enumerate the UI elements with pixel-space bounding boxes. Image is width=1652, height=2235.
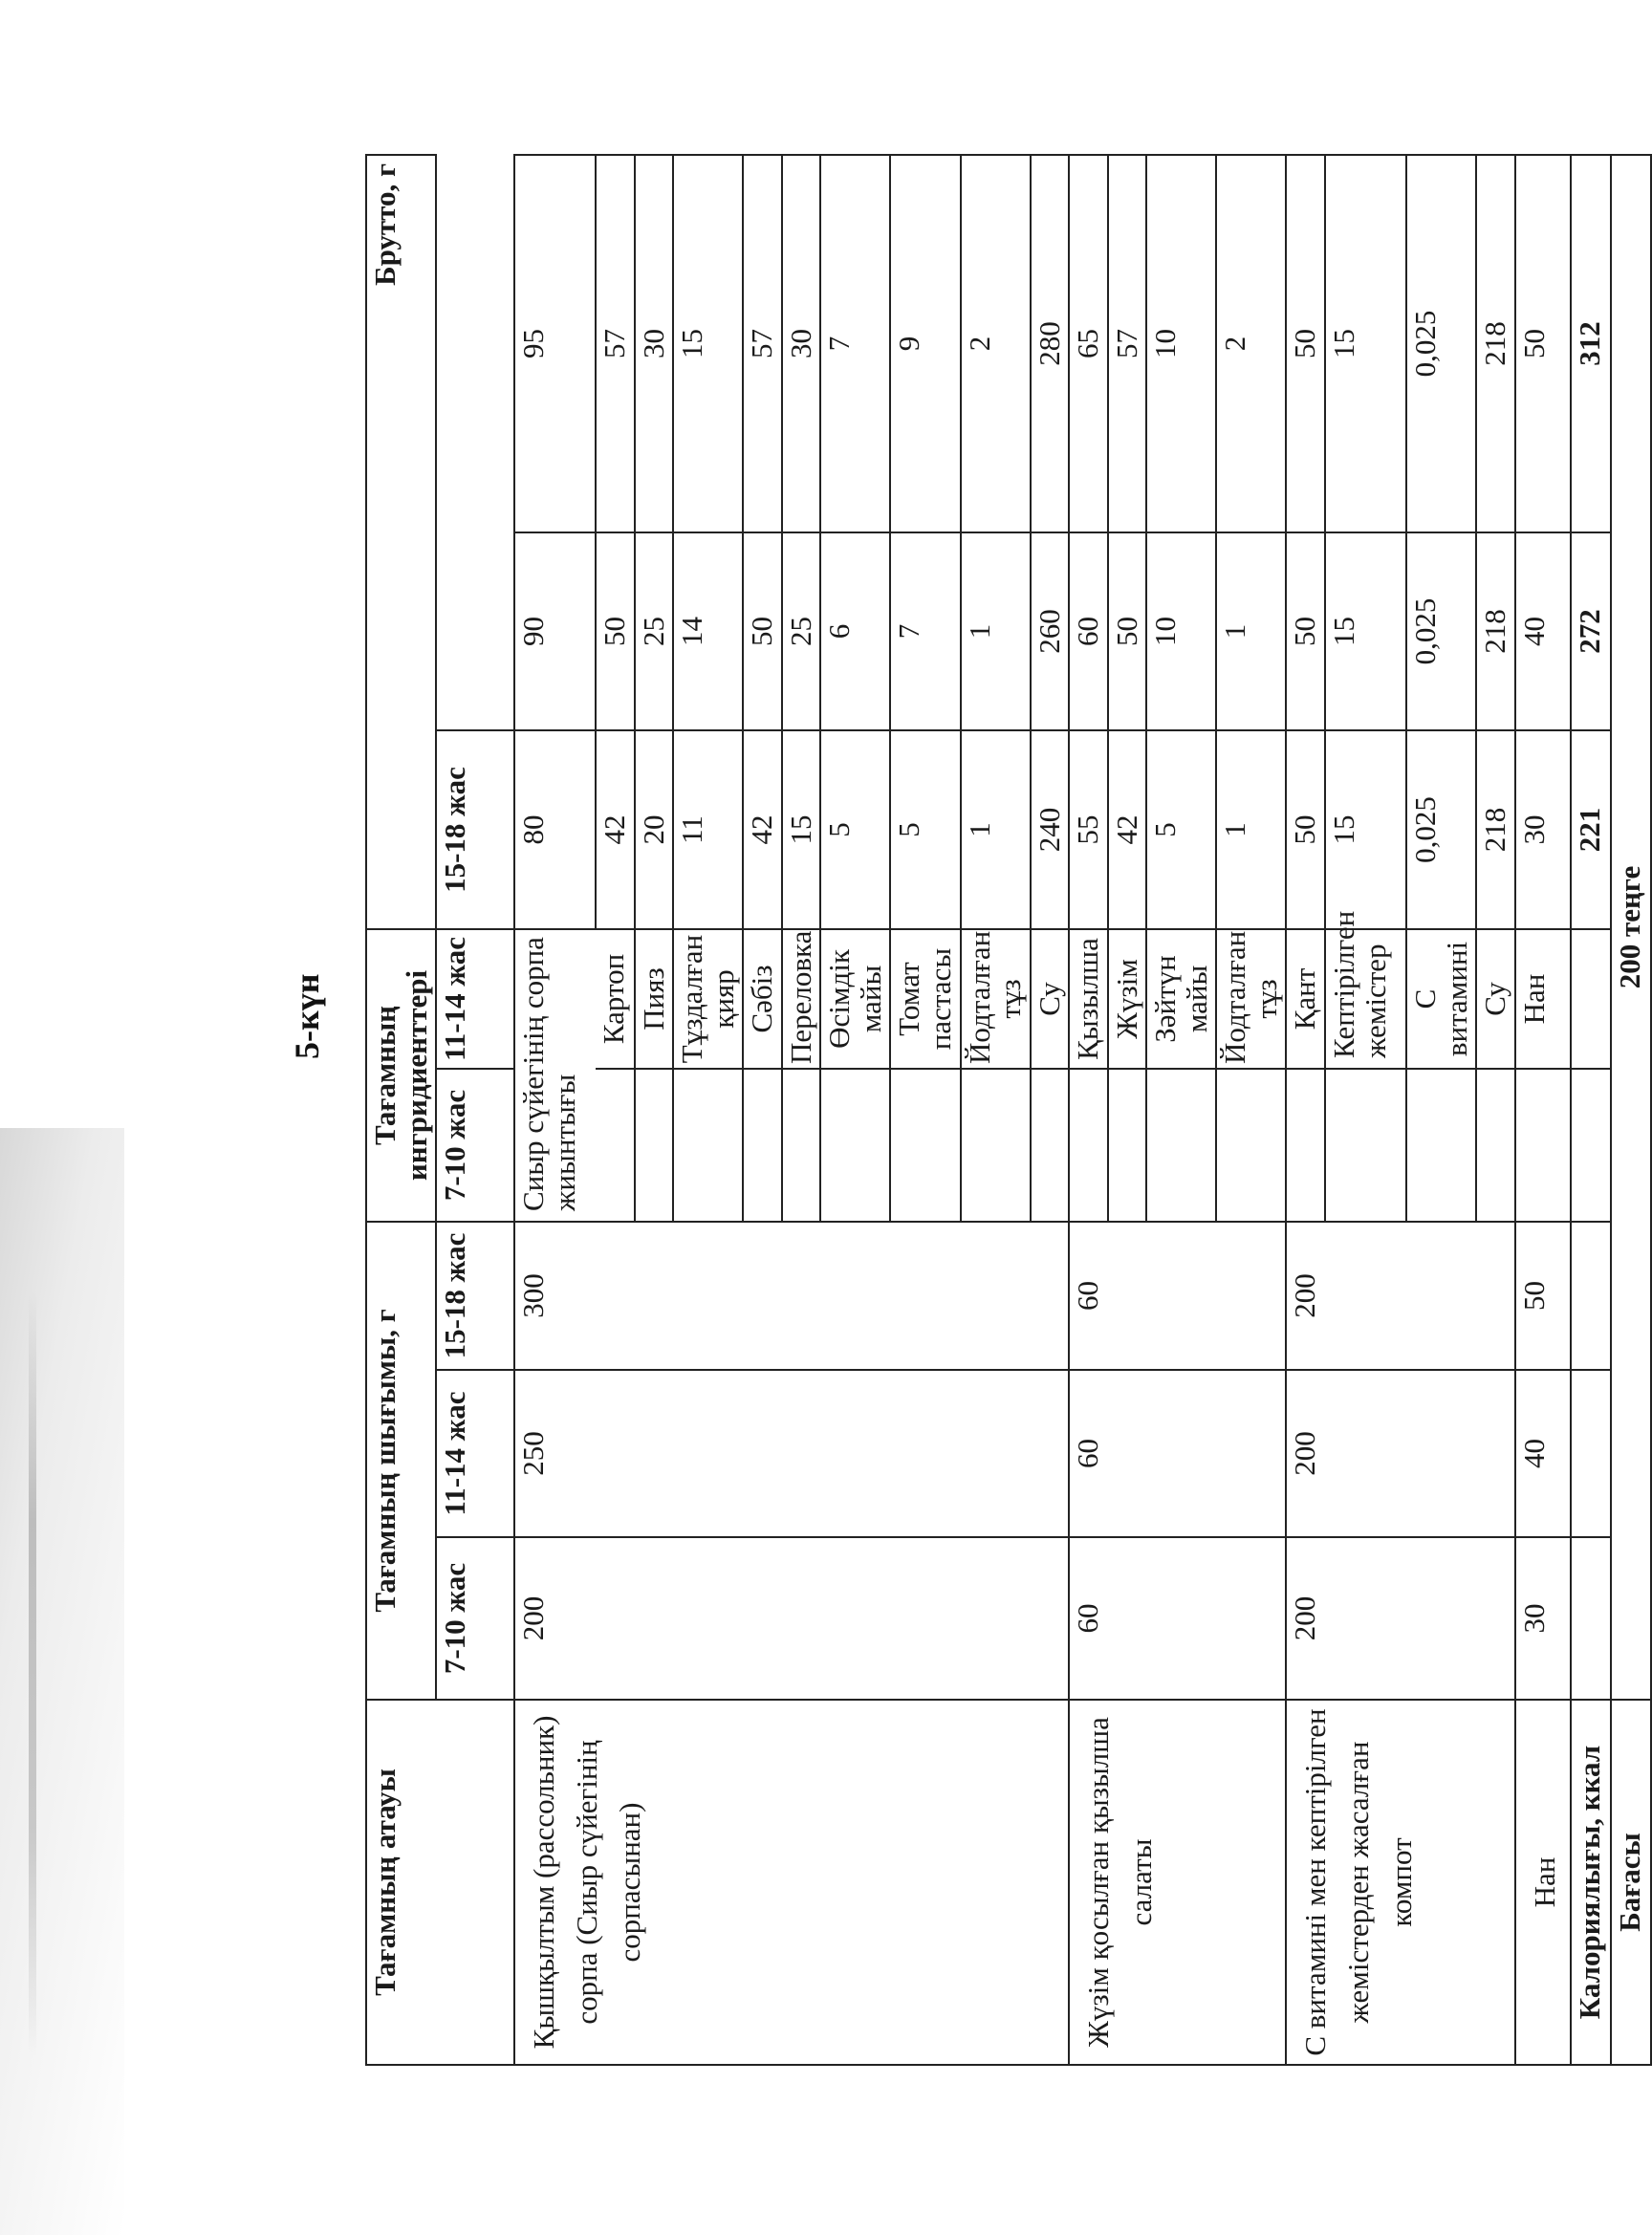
ingredient-name: Переловка [782,929,821,1069]
ingredient-name: Тұздалған қияр [673,929,743,1069]
ingredient-blank-cell [890,1069,960,1222]
ingredient-gross: 5 [1146,730,1216,929]
ingredient-name: Нан [1515,929,1571,1069]
ingredient-blank-cell [1286,1069,1325,1222]
ingredient-gross: 218 [1476,532,1515,730]
ingredient-gross: 30 [1515,730,1571,929]
ingredient-name: Өсімдік майы [820,929,890,1069]
ingredient-name: Қызылша [1069,929,1108,1069]
header-dish-name: Тағамның атауы [366,1700,514,2065]
ingredient-gross: 90 [514,532,596,730]
ingredient-gross: 55 [1069,730,1108,929]
dish-output: 200 [1286,1370,1514,1537]
ingredient-row [1069,155,1108,2065]
header-output-15-18: 15-18 жас [436,1222,514,1370]
ingredient-gross: 1 [1216,730,1286,929]
ingredient-gross: 2 [1216,155,1286,532]
calories-7-10: 221 [1571,730,1611,929]
ingredient-gross: 10 [1146,532,1216,730]
ingredient-gross: 0,025 [1406,730,1476,929]
ingredient-gross: 5 [820,730,890,929]
ingredient-gross: 260 [1031,532,1070,730]
dish-name: Жүзім қосылған қызылша салаты [1069,1700,1286,2065]
ingredient-blank-cell [1406,1069,1476,1222]
ingredient-blank-cell [1325,1069,1406,1222]
ingredient-name: Йодталған тұз [961,929,1031,1069]
ingredient-gross: 1 [961,730,1031,929]
ingredient-blank-cell [743,1069,782,1222]
ingredient-blank-cell [673,1069,743,1222]
ingredient-name: Картоп [596,929,635,1069]
dish-output: 60 [1069,1370,1286,1537]
ingredient-gross: 95 [514,155,596,532]
ingredient-gross: 15 [673,155,743,532]
calories-11-14: 272 [1571,532,1611,730]
ingredient-gross: 280 [1031,155,1070,532]
ingredient-name: Сәбіз [743,929,782,1069]
ingredient-gross: 42 [596,730,635,929]
ingredient-blank-cell [1146,1069,1216,1222]
ingredient-blank-cell [1216,1069,1286,1222]
ingredient-blank-cell [1069,1069,1108,1222]
ingredient-gross: 30 [782,155,821,532]
ingredient-gross: 0,025 [1406,532,1476,730]
ingredient-name: Жүзім [1108,929,1147,1069]
ingredient-gross: 218 [1476,155,1515,532]
ingredient-gross: 25 [782,532,821,730]
ingredient-gross: 9 [890,155,960,532]
ingredient-gross: 7 [890,532,960,730]
ingredient-name: Қант [1286,929,1325,1069]
ingredient-gross: 10 [1146,155,1216,532]
ingredient-blank-cell [1515,1069,1571,1222]
price-value: 200 теңге [1611,155,1651,1700]
ingredient-blank-cell [596,1069,635,1222]
dish-output: 60 [1069,1537,1286,1700]
ingredient-gross: 50 [1515,155,1571,532]
ingredient-gross: 15 [1325,730,1406,929]
ingredient-gross: 57 [1108,155,1147,532]
dish-output: 60 [1069,1222,1286,1370]
ingredient-gross: 42 [1108,730,1147,929]
ingredient-gross: 240 [1031,730,1070,929]
ingredient-gross: 50 [1286,155,1325,532]
dish-output: 30 [1515,1537,1571,1700]
ingredient-gross: 50 [1108,532,1147,730]
header-output: Тағамның шығымы, г [366,1222,436,1700]
ingredient-blank-cell [1476,1069,1515,1222]
ingredient-name: С витамині [1406,929,1476,1069]
header-gross-11-14: 11-14 жас [436,929,514,1069]
ingredient-blank-cell [961,1069,1031,1222]
ingredient-gross: 20 [635,730,674,929]
ingredient-gross: 1 [961,532,1031,730]
page-title: 5-күн [288,973,326,1059]
ingredient-gross: 5 [890,730,960,929]
ingredient-gross: 15 [782,730,821,929]
dish-output: 250 [514,1370,1069,1537]
ingredient-gross: 65 [1069,155,1108,532]
dish-name: Қышқылтым (рассольник) сорпа (Сиыр сүйегінің сорпасынан) [514,1700,1069,2065]
ingredient-gross: 11 [673,730,743,929]
header-output-7-10: 7-10 жас [436,1537,514,1700]
ingredient-blank-cell [1108,1069,1147,1222]
ingredient-gross: 0,025 [1406,155,1476,532]
ingredient-gross: 30 [635,155,674,532]
dish-output: 200 [514,1537,1069,1700]
ingredient-gross: 25 [635,532,674,730]
dish-output: 200 [1286,1222,1514,1370]
header-output-11-14: 11-14 жас [436,1370,514,1537]
ingredient-gross: 57 [743,155,782,532]
ingredient-gross: 218 [1476,730,1515,929]
ingredient-gross: 7 [820,155,890,532]
ingredient-gross: 50 [1286,532,1325,730]
calories-row [1571,155,1611,2065]
dish-output: 200 [1286,1537,1514,1700]
ingredient-gross: 40 [1515,532,1571,730]
ingredient-gross: 50 [1286,730,1325,929]
header-gross-15-18: 15-18 жас [436,730,514,929]
dish-name: Нан [1515,1700,1571,2065]
header-gross: Брутто, г [366,155,436,929]
ingredient-gross: 57 [596,155,635,532]
ingredient-name: Кептірілген жемістер [1325,929,1406,1069]
ingredient-blank-cell [782,1069,821,1222]
ingredient-gross: 15 [1325,532,1406,730]
price-label: Бағасы [1611,1700,1651,2065]
ingredient-gross: 14 [673,532,743,730]
ingredient-row [1286,155,1325,2065]
ingredient-blank-cell [820,1069,890,1222]
dish-output: 40 [1515,1370,1571,1537]
ingredient-name: Су [1476,929,1515,1069]
ingredient-row [514,155,596,2065]
ingredient-blank-cell [635,1069,674,1222]
menu-table [365,154,1652,2066]
ingredient-name: Зәйтүн майы [1146,929,1216,1069]
dish-output: 50 [1515,1222,1571,1370]
ingredient-gross: 80 [514,730,596,929]
ingredient-gross: 50 [743,532,782,730]
ingredient-name: Томат пастасы [890,929,960,1069]
ingredient-row [1515,155,1571,2065]
ingredient-gross: 2 [961,155,1031,532]
dish-output: 300 [514,1222,1069,1370]
ingredient-gross: 15 [1325,155,1406,532]
ingredient-name: Сиыр сүйегінің сорпа жиынтығы [514,929,596,1222]
header-gross-7-10: 7-10 жас [436,1069,514,1222]
ingredient-gross: 50 [596,532,635,730]
ingredient-gross: 60 [1069,532,1108,730]
dish-name: С витамині мен кептірілген жемістерден жасалған компот [1286,1700,1514,2065]
dish-body [514,155,1571,2065]
header-ingredients: Тағамның ингридиенттері [366,929,436,1222]
calories-label: Калориялығы, ккал [1571,1700,1611,2065]
ingredient-gross: 6 [820,532,890,730]
ingredient-gross: 1 [1216,532,1286,730]
ingredient-blank-cell [1031,1069,1070,1222]
ingredient-name: Пияз [635,929,674,1069]
calories-15-18: 312 [1571,155,1611,532]
ingredient-gross: 42 [743,730,782,929]
price-row [1611,155,1651,2065]
ingredient-name: Су [1031,929,1070,1069]
ingredient-name: Йодталған тұз [1216,929,1286,1069]
header-row-1 [366,155,436,2065]
